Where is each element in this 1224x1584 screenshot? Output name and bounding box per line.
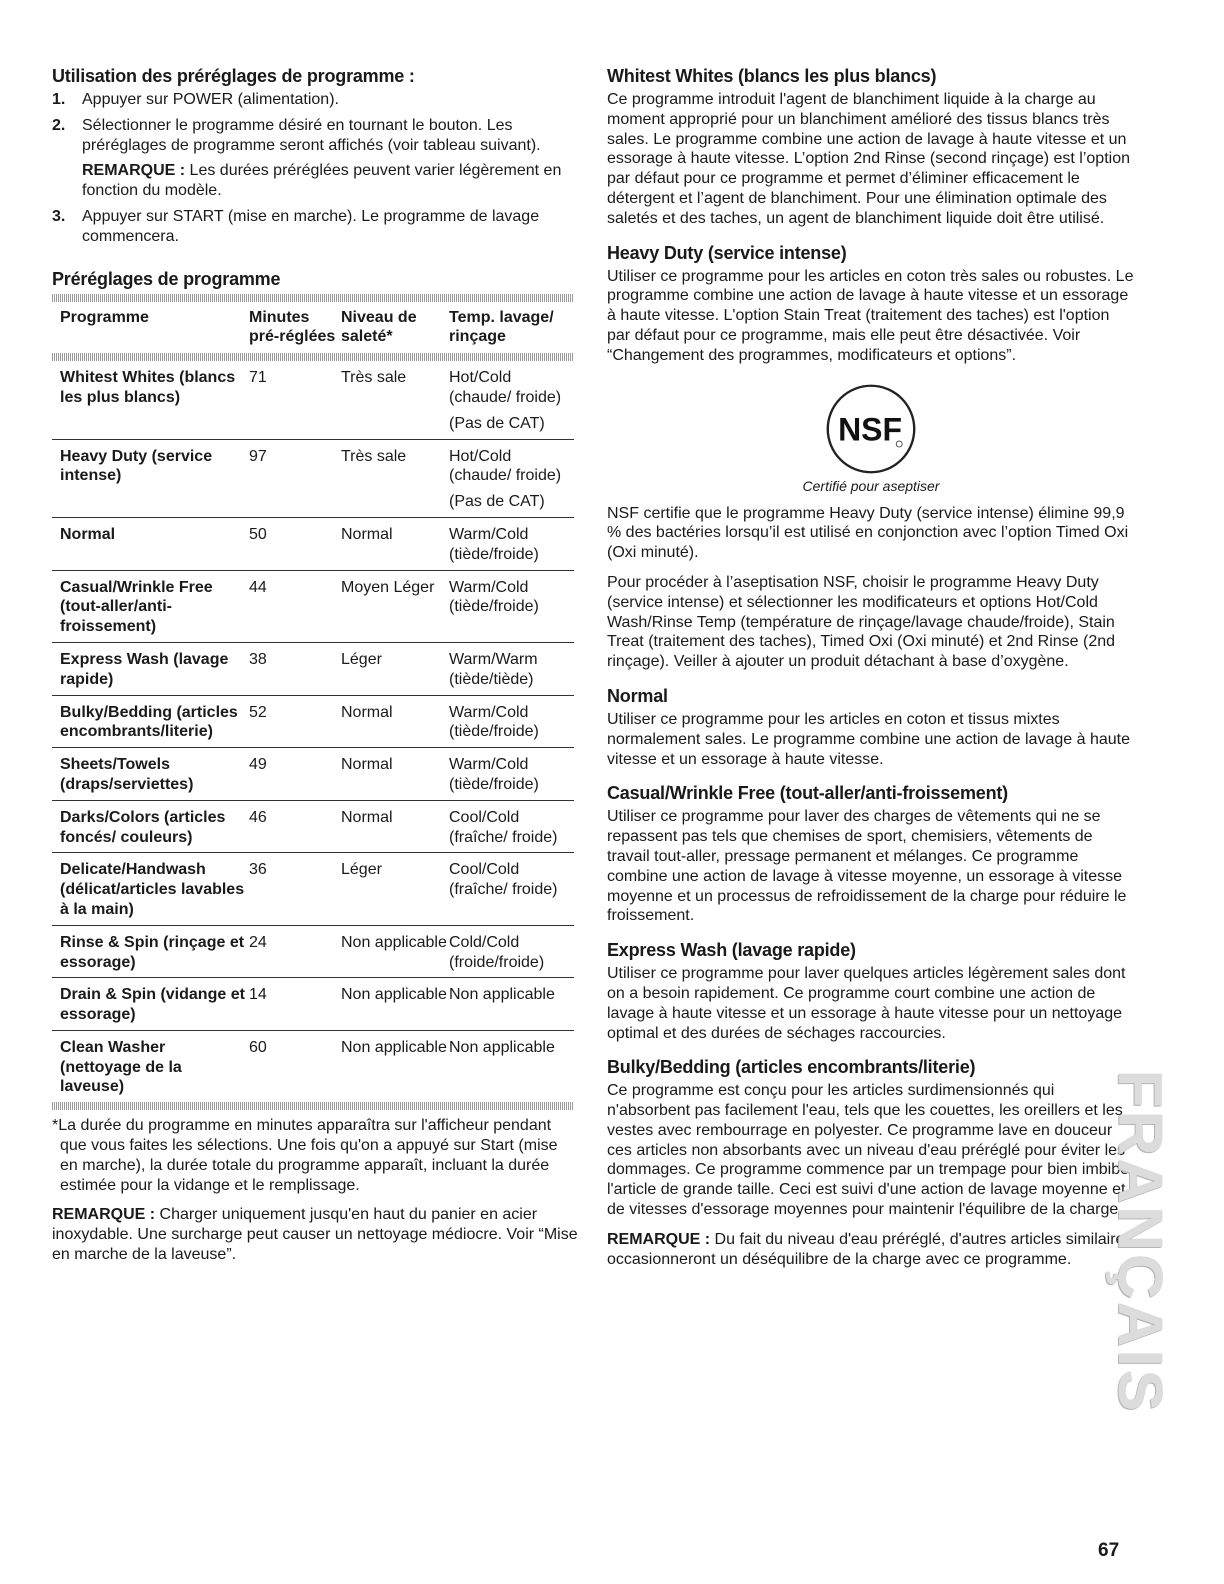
section-normal	[607, 686, 1135, 769]
cell-minutes	[249, 368, 341, 433]
cell-temp	[449, 933, 574, 973]
whitest-text: Ce programme introduit l'agent de blanchiment liquide à la charge au moment approprié pour un blanchiment amélioré des tissus blancs très sales. Le programme combine une action de lavage à haute vitesse et un essorage à haute vitesse. L’option 2nd Rinse (second rinçage) est l’option par défaut pour ce programme et permet d’éliminer efficacement le détergent et l’agent de blanchiment. Pour une élimination optimale des saletés et des taches, un agent de blanchiment liquide doit être utilisé.	[607, 91, 1130, 227]
cell-minutes	[249, 650, 341, 690]
table-header-rule	[52, 353, 574, 361]
cell-program-text: Bulky/Bedding (articles encombrants/literie)	[60, 703, 238, 741]
cell-soil	[341, 985, 449, 1025]
cell-program	[52, 368, 249, 433]
cell-soil	[341, 578, 449, 637]
cell-minutes-text: 50	[249, 525, 267, 543]
table-row	[52, 643, 574, 696]
cell-program	[52, 985, 249, 1025]
step-2	[52, 116, 578, 201]
cell-program-text: Express Wash (lavage rapide)	[60, 650, 229, 688]
nsf-logo-block	[607, 382, 1135, 494]
step-text: Sélectionner le programme désiré en tournant le bouton. Les préréglages de programme seront affichés (voir tableau suivant).	[82, 116, 541, 154]
cell-program	[52, 525, 249, 565]
cell-program	[52, 808, 249, 848]
header-program: Programme	[60, 308, 149, 326]
cell-temp	[449, 808, 574, 848]
table-row	[52, 978, 574, 1031]
table-row	[52, 926, 574, 979]
cell-minutes-text: 49	[249, 756, 267, 774]
cell-soil	[341, 447, 449, 512]
casual-title: Casual/Wrinkle Free (tout-aller/anti-froissement)	[607, 783, 1008, 804]
bulky-title: Bulky/Bedding (articles encombrants/literie)	[607, 1057, 976, 1078]
remark-paragraph	[52, 1205, 578, 1264]
right-column	[607, 66, 1135, 1283]
cell-temp-text: Warm/Cold (tiède/froide)	[449, 578, 539, 616]
table-row	[52, 440, 574, 518]
cell-minutes-text: 14	[249, 986, 267, 1004]
language-side-label: FRANÇAIS	[1105, 1070, 1174, 1415]
cell-soil-text: Non applicable	[341, 933, 447, 951]
left-column	[52, 66, 578, 1265]
cell-temp-note: (Pas de CAT)	[449, 493, 545, 511]
cell-program	[52, 703, 249, 743]
page-number: 67	[1098, 1540, 1120, 1561]
cell-minutes	[249, 447, 341, 512]
cell-soil-text: Très sale	[341, 447, 407, 465]
table-row	[52, 571, 574, 643]
step-note	[82, 161, 578, 201]
table-row	[52, 696, 574, 749]
cell-soil	[341, 933, 449, 973]
cell-program-text: Darks/Colors (articles foncés/ couleurs)	[60, 808, 226, 846]
cell-minutes-text: 44	[249, 578, 267, 596]
cell-temp-text: Cool/Cold (fraîche/ froide)	[449, 808, 558, 846]
step-text: Appuyer sur POWER (alimentation).	[82, 91, 339, 108]
table-top-rule	[52, 294, 574, 302]
remark-text: Charger uniquement jusqu'en haut du panier en acier inoxydable. Une surcharge peut causer un nettoyage médiocre. Voir “Mise en marche de la laveuse”.	[52, 1206, 578, 1264]
cell-soil-text: Normal	[341, 525, 393, 543]
cell-program-text: Clean Washer (nettoyage de la laveuse)	[60, 1038, 182, 1096]
cell-program-text: Casual/Wrinkle Free (tout-aller/anti-froissement)	[60, 578, 213, 636]
cell-program	[52, 650, 249, 690]
nsf-caption: Certifié pour aseptiser	[802, 477, 940, 494]
section-bulky	[607, 1057, 1135, 1269]
bulky-remark-label: REMARQUE :	[607, 1230, 711, 1248]
cell-program-text: Drain & Spin (vidange et essorage)	[60, 986, 245, 1024]
cell-program	[52, 578, 249, 637]
note-text: Les durées préréglées peuvent varier légèrement en fonction du modèle.	[82, 162, 562, 200]
cell-soil-text: Non applicable	[341, 1038, 447, 1056]
note-label: REMARQUE :	[82, 162, 186, 180]
cell-temp	[449, 985, 574, 1025]
heavy-title: Heavy Duty (service intense)	[607, 242, 847, 263]
cell-temp	[449, 578, 574, 637]
cell-minutes-text: 46	[249, 808, 267, 826]
cell-soil	[341, 703, 449, 743]
whitest-title: Whitest Whites (blancs les plus blancs)	[607, 66, 937, 86]
step-text: Appuyer sur START (mise en marche). Le programme de lavage commencera.	[82, 207, 540, 245]
cell-minutes	[249, 860, 341, 919]
cell-temp	[449, 650, 574, 690]
section-whitest	[607, 66, 1135, 229]
cell-program	[52, 447, 249, 512]
step-3	[52, 207, 578, 247]
cell-minutes	[249, 933, 341, 973]
cell-temp	[449, 703, 574, 743]
express-text: Utiliser ce programme pour laver quelques articles légèrement sales dont on a besoin rapidement. Ce programme court combine une action de lavage à haute vitesse et un essorage à haute vitesse pour un nettoyage optimal et des durées de séchages raccourcies.	[607, 965, 1126, 1042]
table-bottom-rule	[52, 1102, 574, 1110]
cell-program	[52, 1038, 249, 1097]
cell-minutes	[249, 808, 341, 848]
table-footnote: *La durée du programme en minutes apparaîtra sur l'afficheur pendant que vous faites les sélections. Une fois qu'on a appuyé sur Start (mise en marche), la durée totale du programme apparaît, incluant la durée estimée pour la vidange et le remplissage.	[52, 1117, 558, 1194]
cell-program-text: Rinse & Spin (rinçage et essorage)	[60, 933, 245, 971]
cell-program	[52, 860, 249, 919]
cell-soil-text: Léger	[341, 861, 382, 879]
bulky-remark-text: Du fait du niveau d'eau préréglé, d'autres articles similaires occasionneront un déséquilibre de la charge avec ce programme.	[607, 1230, 1133, 1268]
cell-temp-text: Warm/Cold (tiède/froide)	[449, 525, 539, 563]
nsf-paragraph-1: NSF certifie que le programme Heavy Duty (service intense) élimine 99,9 % des bactéries lorsqu’il est utilisé en conjonction avec l’option Timed Oxi (Oxi minuté).	[607, 504, 1129, 562]
table-row	[52, 853, 574, 925]
usage-title: Utilisation des préréglages de programme :	[52, 66, 415, 86]
cell-soil	[341, 808, 449, 848]
cell-soil	[341, 1038, 449, 1097]
table-row	[52, 361, 574, 439]
table-title: Préréglages de programme	[52, 268, 281, 289]
section-heavy-duty	[607, 243, 1135, 366]
cell-temp	[449, 447, 574, 512]
cell-temp-note: (Pas de CAT)	[449, 414, 545, 432]
heavy-text: Utiliser ce programme pour les articles en coton très sales ou robustes. Le programme combine une action de lavage à haute vitesse et un essorage à haute vitesse. L'option Stain Treat (traitement des taches) est l'option par défaut pour ce programme, mais elle peut être désactivée. Voir “Changement des programmes, modificateurs et options”.	[607, 267, 1134, 364]
cell-program-text: Sheets/Towels (draps/serviettes)	[60, 756, 194, 793]
cell-soil-text: Non applicable	[341, 986, 447, 1004]
cell-soil-text: Normal	[341, 808, 393, 826]
cell-temp-text: Cool/Cold (fraîche/ froide)	[449, 861, 558, 899]
normal-text: Utiliser ce programme pour les articles en coton et tissus mixtes normalement sales. Le programme combine une action de lavage à haute vitesse et un essorage à haute vitesse.	[607, 710, 1130, 768]
step-number: 3.	[52, 207, 66, 225]
cell-program	[52, 755, 249, 795]
cell-minutes	[249, 703, 341, 743]
cell-program-text: Delicate/Handwash (délicat/articles lavables à la main)	[60, 861, 245, 918]
cell-minutes-text: 38	[249, 650, 267, 668]
nsf-logo-text: NSF	[838, 410, 903, 447]
cell-temp	[449, 1038, 574, 1097]
cell-soil	[341, 525, 449, 565]
section-express	[607, 940, 1135, 1043]
cell-soil	[341, 860, 449, 919]
cell-temp-text: Non applicable	[449, 986, 555, 1004]
cell-temp-text: Warm/Cold (tiède/froide)	[449, 703, 539, 741]
cell-soil-text: Très sale	[341, 369, 407, 387]
cell-soil	[341, 755, 449, 795]
cell-soil-text: Normal	[341, 703, 393, 721]
steps-list	[52, 90, 578, 247]
cell-soil	[341, 368, 449, 433]
normal-title: Normal	[607, 685, 668, 706]
cell-soil-text: Normal	[341, 756, 393, 774]
cell-temp-text: Warm/Warm (tiède/tiède)	[449, 650, 538, 688]
header-temp: Temp. lavage/ rinçage	[449, 308, 554, 346]
header-minutes: Minutes pré-réglées	[249, 308, 336, 346]
step-1	[52, 90, 578, 110]
presets-table	[52, 294, 574, 1111]
cell-program-text: Heavy Duty (service intense)	[60, 447, 213, 485]
table-row	[52, 748, 574, 801]
cell-soil-text: Moyen Léger	[341, 578, 435, 596]
cell-minutes	[249, 525, 341, 565]
cell-minutes	[249, 578, 341, 637]
cell-minutes-text: 71	[249, 369, 267, 387]
cell-program	[52, 933, 249, 973]
bulky-text: Ce programme est conçu pour les articles surdimensionnés qui n'absorbent pas facilement l'eau, tels que les couettes, les oreillers et les vestes avec rembourrage en polyester. Ce programme lave en douceur ces articles non absorbants avec un niveau d'eau préréglé pour éviter les dommages. Ce programme commence par un trempage pour bien imbiber l'article de grande taille. Ceci est suivi d'une action de lavage moyenne et de vitesses d'essorage moyennes pour maintenir l'équilibre de la charge.	[607, 1082, 1135, 1219]
cell-minutes-text: 36	[249, 861, 267, 879]
cell-temp-text: Non applicable	[449, 1038, 555, 1056]
cell-temp-text: Hot/Cold (chaude/ froide)	[449, 369, 562, 406]
table-row	[52, 518, 574, 571]
cell-temp	[449, 368, 574, 433]
cell-minutes-text: 24	[249, 933, 267, 951]
table-row	[52, 801, 574, 854]
cell-temp-text: Warm/Cold (tiède/froide)	[449, 756, 539, 793]
cell-minutes-text: 52	[249, 703, 267, 721]
cell-minutes	[249, 985, 341, 1025]
nsf-paragraph-2: Pour procéder à l’aseptisation NSF, choisir le programme Heavy Duty (service intense) et sélectionner les modificateurs et options Hot/Cold Wash/Rinse Temp (température de rinçage/lavage chaude/froide), Stain Treat (traitement des taches), Timed Oxi (Oxi minuté) et 2nd Rinse (2nd rinçage). Veiller à ajouter un produit détachant à base d’oxygène.	[607, 573, 1116, 671]
cell-minutes-text: 97	[249, 447, 267, 465]
step-number: 2.	[52, 116, 66, 134]
express-title: Express Wash (lavage rapide)	[607, 940, 856, 961]
cell-temp	[449, 755, 574, 795]
cell-soil	[341, 650, 449, 690]
cell-soil-text: Léger	[341, 650, 382, 668]
header-soil: Niveau de saleté*	[341, 308, 417, 346]
step-body	[82, 116, 578, 201]
cell-temp	[449, 525, 574, 565]
table-body	[52, 361, 574, 1102]
cell-minutes-text: 60	[249, 1038, 267, 1056]
section-casual	[607, 783, 1135, 926]
cell-program-text: Whitest Whites (blancs les plus blancs)	[60, 369, 236, 406]
table-row	[52, 1031, 574, 1102]
cell-temp-text: Cold/Cold (froide/froide)	[449, 933, 545, 971]
cell-temp	[449, 860, 574, 919]
casual-text: Utiliser ce programme pour laver des charges de vêtements qui ne se repassent pas tels que chemises de sport, chemisiers, vêtements de travail tout-aller, pressage permanent et mélanges. Ce programme combine une action de lavage à vitesse moyenne, un essorage à vitesse moyenne et un processus de refroidissement de la charge pour réduire le froissement.	[607, 808, 1127, 925]
cell-minutes	[249, 755, 341, 795]
nsf-logo	[824, 382, 918, 476]
cell-minutes	[249, 1038, 341, 1097]
bulky-remark	[607, 1230, 1135, 1270]
cell-program-text: Normal	[60, 525, 116, 543]
table-header-row	[52, 302, 574, 354]
cell-temp-text: Hot/Cold (chaude/ froide)	[449, 447, 562, 485]
step-number: 1.	[52, 91, 66, 108]
remark-label: REMARQUE :	[52, 1206, 156, 1224]
